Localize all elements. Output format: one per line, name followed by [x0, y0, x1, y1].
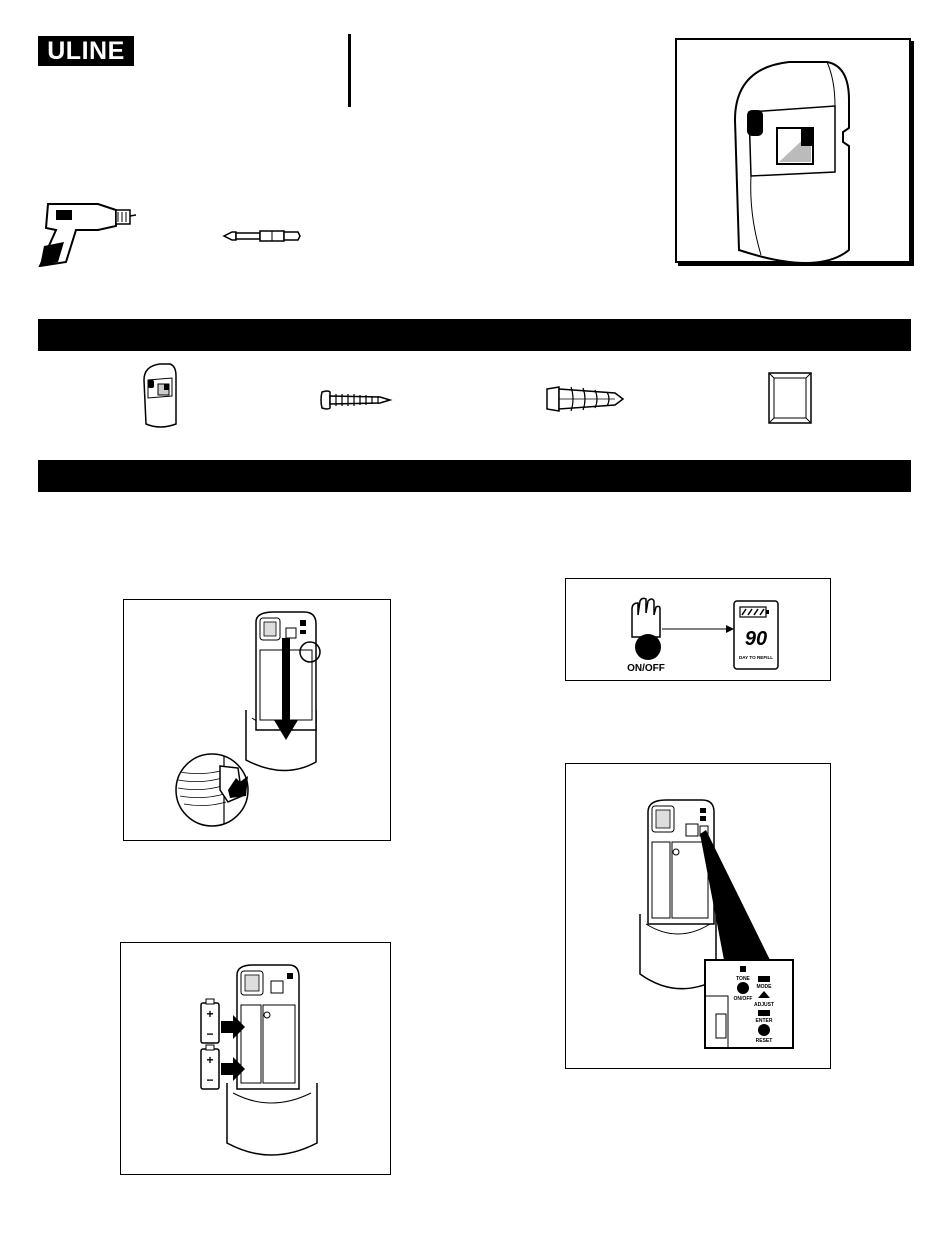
- drill-icon: [38, 200, 138, 270]
- svg-text:+: +: [206, 1053, 214, 1067]
- figure-control-panel: [565, 763, 831, 1069]
- wall-anchor-icon: [545, 383, 625, 415]
- adhesive-pad-icon: [768, 372, 812, 424]
- days-caption: DAY TO REFILL: [738, 655, 774, 660]
- onoff-button-label: ON/OFF: [627, 663, 665, 674]
- figure-insert-batteries: [120, 942, 391, 1175]
- phillips-bit-icon: [222, 228, 302, 244]
- screw-icon: [320, 388, 392, 412]
- dispenser-hero-image: [675, 38, 911, 263]
- svg-text:−: −: [206, 1027, 214, 1041]
- days-counter: 90: [744, 628, 768, 650]
- reset-button[interactable]: [758, 1024, 770, 1036]
- dispenser-icon: [140, 362, 180, 428]
- adjust-label: ADJUST: [753, 1002, 775, 1008]
- battery-icon-top: [201, 999, 219, 1043]
- figure-open-cover: [123, 599, 391, 841]
- uline-logo: ULINE: [38, 36, 134, 66]
- onoff-button[interactable]: [737, 982, 749, 994]
- parts-header-band: [38, 319, 911, 351]
- battery-icon-bottom: [201, 1045, 219, 1089]
- tone-label: TONE: [736, 976, 750, 982]
- svg-text:+: +: [206, 1007, 214, 1021]
- figure-power-on: [565, 578, 831, 681]
- reset-label: RESET: [755, 1038, 773, 1044]
- header-divider: [348, 34, 351, 107]
- enter-label: ENTER: [755, 1018, 773, 1024]
- onoff-label: ON/OFF: [733, 996, 753, 1002]
- mode-label: MODE: [756, 984, 772, 990]
- svg-text:−: −: [206, 1073, 214, 1087]
- instructions-header-band: [38, 460, 911, 492]
